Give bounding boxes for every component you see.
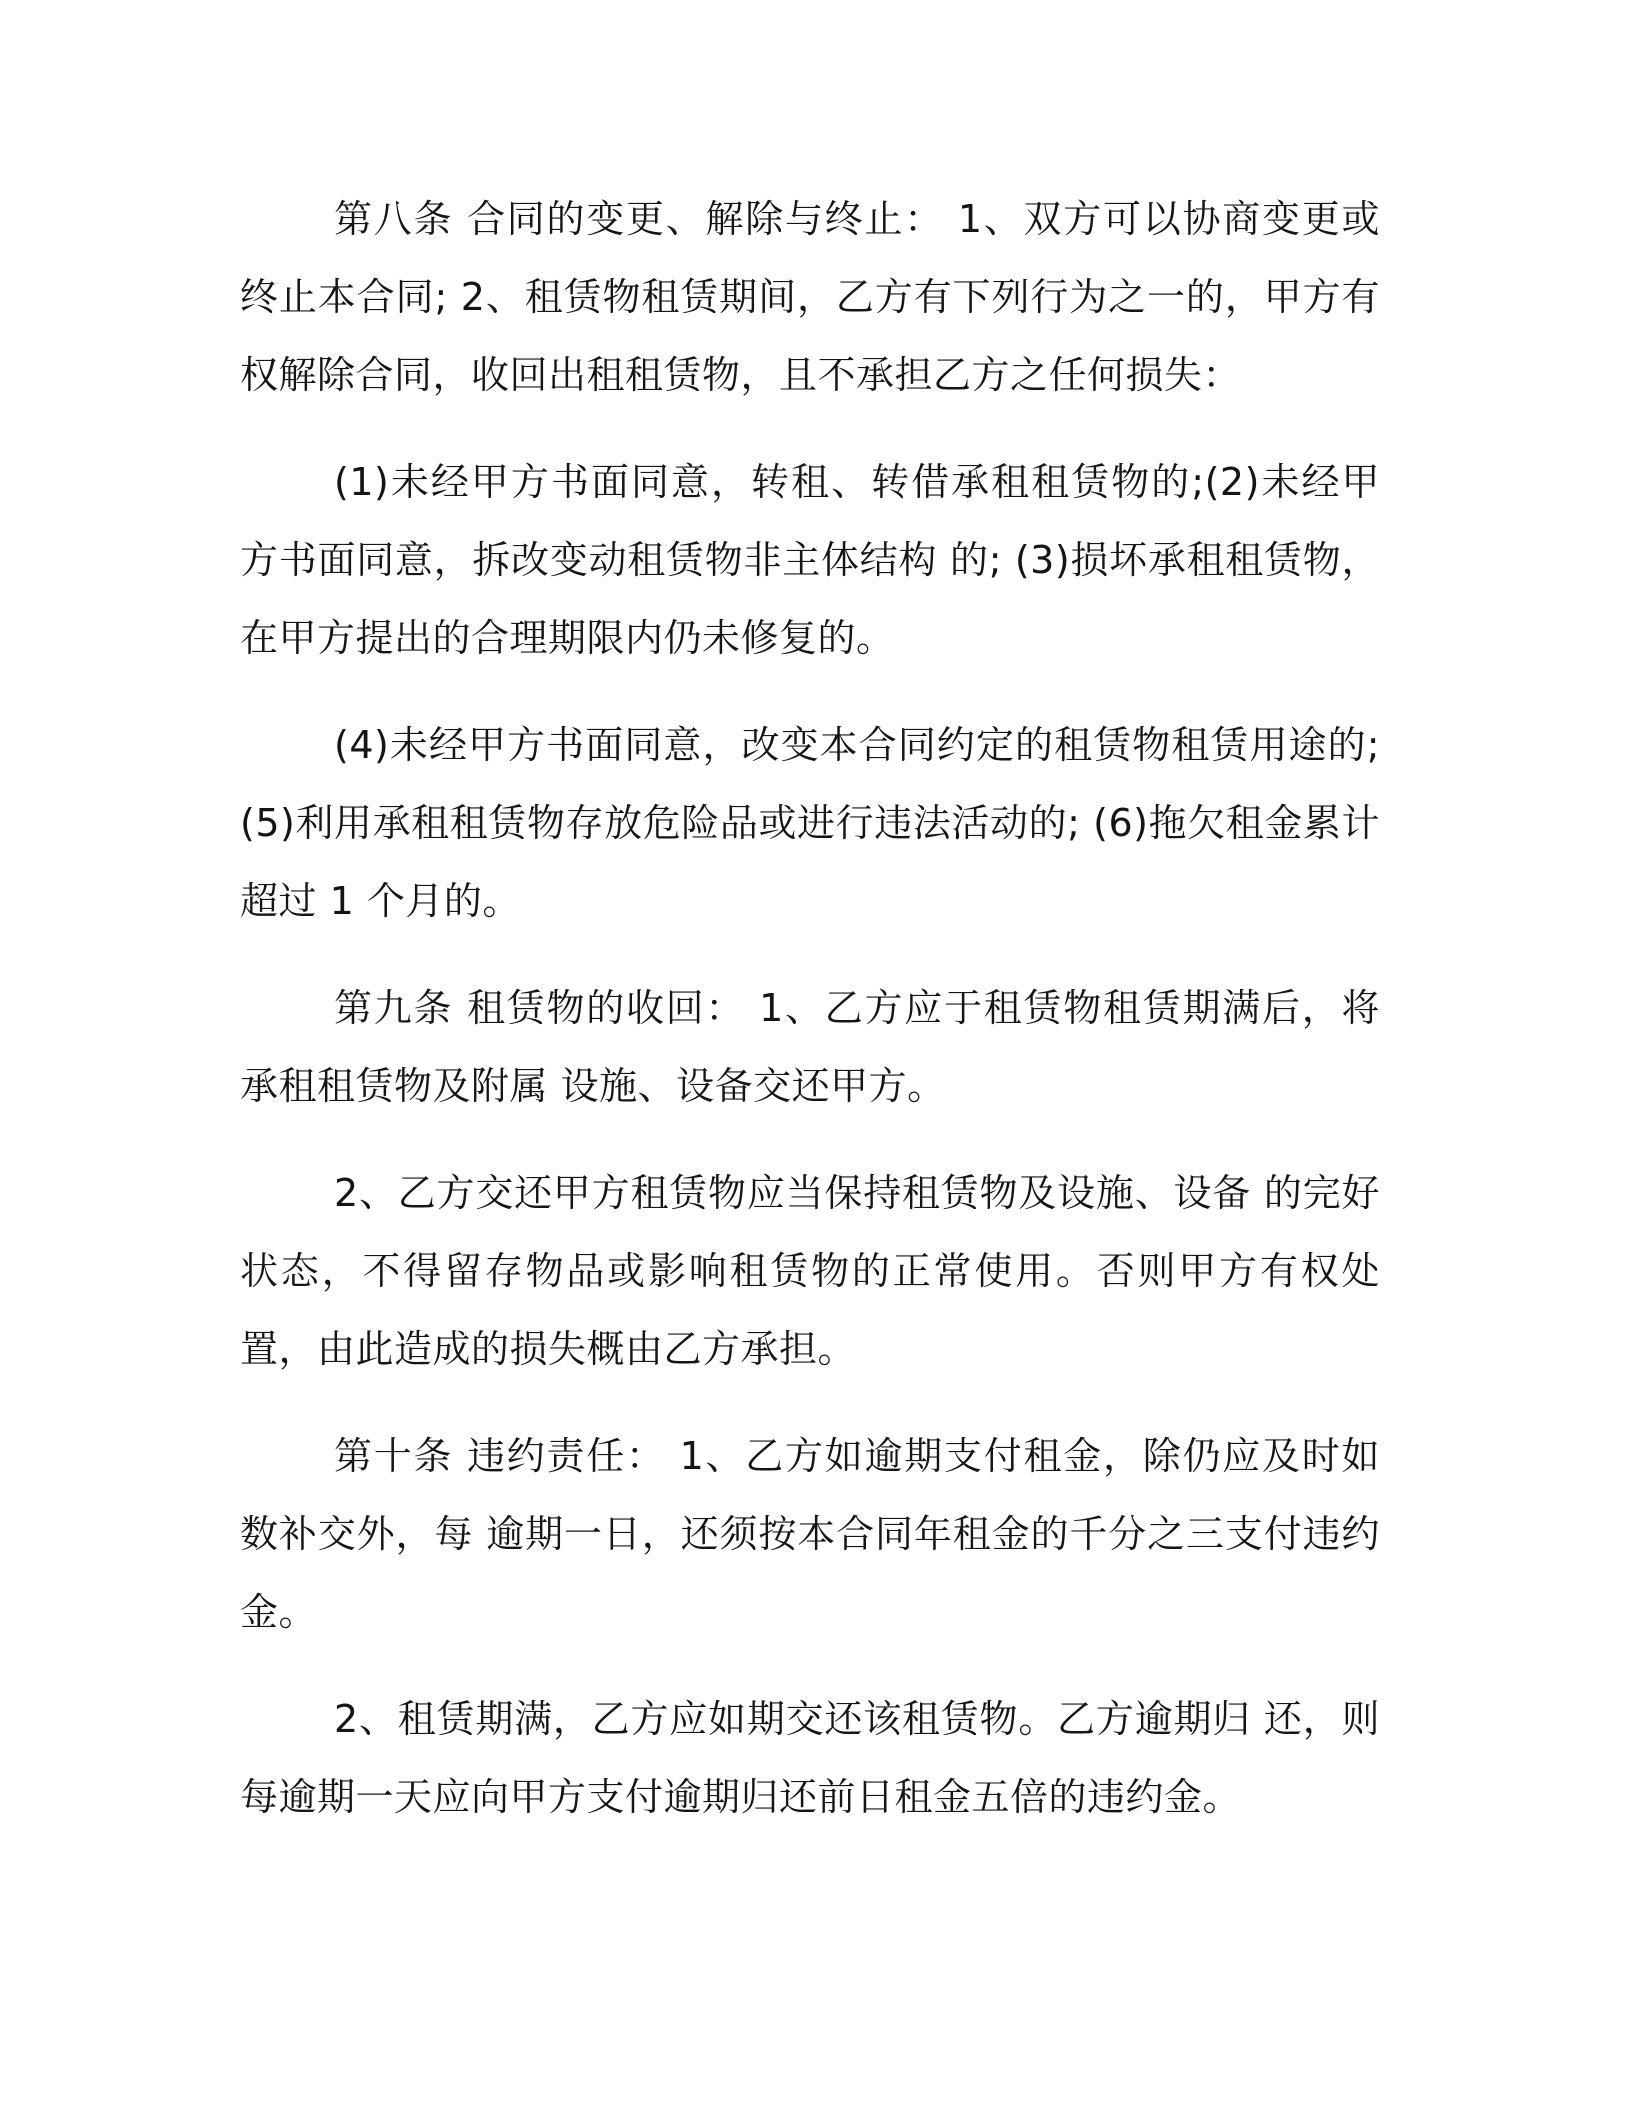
article-9-paragraph: 第九条 租赁物的收回： 1、乙方应于租赁物租赁期满后，将承租租赁物及附属 设施、设备交还甲方。: [240, 986, 1380, 1108]
article-8-paragraph: 第八条 合同的变更、解除与终止： 1、双方可以协商变更或终止本合同; 2、租赁物租赁期间，乙方有下列行为之一的，甲方有权解除合同，收回出租租赁物，且不承担乙方之任何损失：: [240, 197, 1380, 397]
document-body: [240, 180, 1380, 1865]
article-8-items-4-6-paragraph: (4)未经甲方书面同意，改变本合同约定的租赁物租赁用途的; (5)利用承租租赁物存放危险品或进行违法活动的; (6)拖欠租金累计超过 1 个月的。: [240, 723, 1380, 923]
article-10-item-2-paragraph: 2、租赁期满，乙方应如期交还该租赁物。乙方逾期归 还，则每逾期一天应向甲方支付逾期归还前日租金五倍的违约金。: [240, 1697, 1380, 1819]
article-8-items-1-3-paragraph: (1)未经甲方书面同意，转租、转借承租租赁物的;(2)未经甲方书面同意，拆改变动租赁物非主体结构 的; (3)损坏承租租赁物，在甲方提出的合理期限内仍未修复的。: [240, 460, 1380, 660]
article-9-item-2-paragraph: 2、乙方交还甲方租赁物应当保持租赁物及设施、设备 的完好状态，不得留存物品或影响租赁物的正常使用。否则甲方有权处置，由此造成的损失概由乙方承担。: [240, 1171, 1380, 1371]
article-10-paragraph: 第十条 违约责任： 1、乙方如逾期支付租金，除仍应及时如数补交外，每 逾期一日，还须按本合同年租金的千分之三支付违约金。: [240, 1434, 1380, 1634]
